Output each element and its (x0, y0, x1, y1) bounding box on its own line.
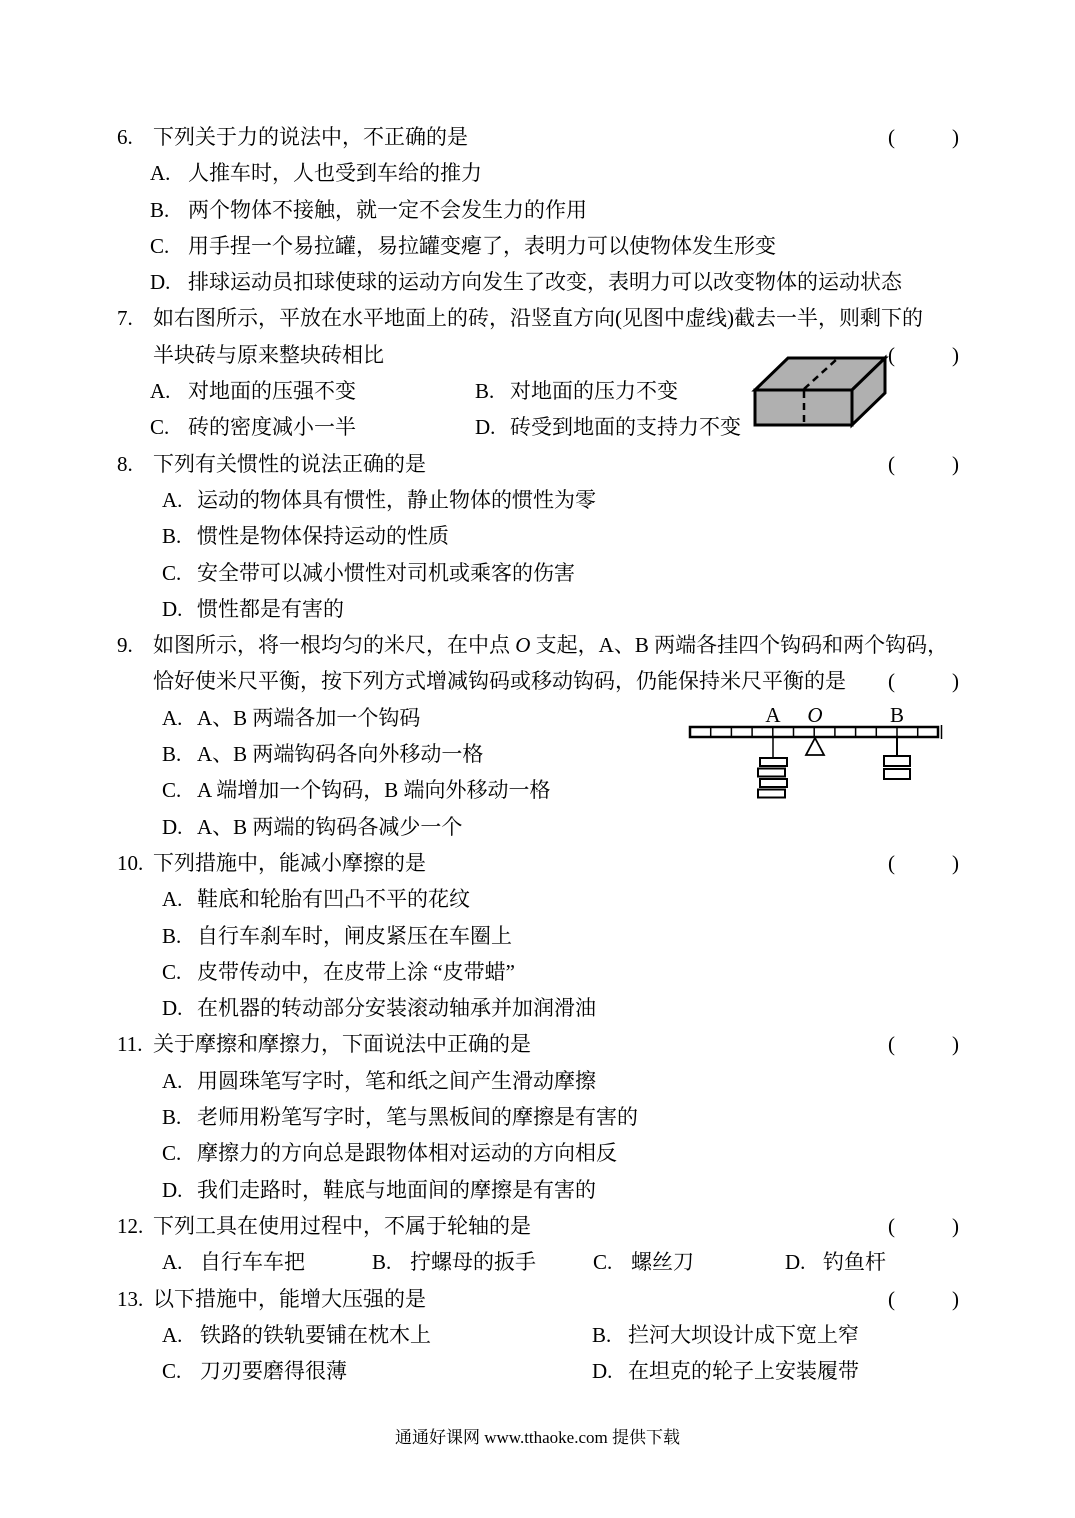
q8-option-a (117, 482, 960, 518)
q13-option-a-text: 铁路的铁轨要铺在枕木上 (200, 1322, 431, 1347)
q12-option-b-text: 拧螺母的扳手 (410, 1250, 536, 1275)
q13-option-a-label: A. (162, 1322, 183, 1347)
close-paren: ) (952, 1032, 959, 1057)
q6-header (117, 119, 960, 155)
q12-option-b (372, 1244, 593, 1280)
q6-option-b-text: 两个物体不接触，就一定不会发生力的作用 (188, 197, 587, 222)
q7-text-line1: 如右图所示，平放在水平地面上的砖，沿竖直方向(见图中虚线)截去一半，则剩下的 (153, 306, 923, 331)
close-paren: ) (952, 850, 959, 875)
q8-option-c (117, 555, 960, 591)
q11-option-d-text: 我们走路时，鞋底与地面间的摩擦是有害的 (197, 1177, 596, 1202)
open-paren: ( (888, 1213, 895, 1238)
close-paren: ) (952, 1213, 959, 1238)
q6-option-c-text: 用手捏一个易拉罐，易拉罐变瘪了，表明力可以使物体发生形变 (188, 233, 776, 258)
q10-option-b-label: B. (162, 923, 182, 948)
q8-option-a-text: 运动的物体具有惯性，静止物体的惯性为零 (197, 487, 596, 512)
q11-answer-brackets (888, 1026, 959, 1062)
q13-header (117, 1281, 960, 1317)
q12-header (117, 1208, 960, 1244)
q10-option-d (117, 990, 960, 1026)
q8-option-d-text: 惯性都是有害的 (197, 596, 344, 621)
q8-option-d-label: D. (162, 596, 183, 621)
q6-number: 6. (117, 125, 133, 149)
q6-option-a-label: A. (150, 161, 171, 186)
q10-option-d-text: 在机器的转动部分安装滚动轴承并加润滑油 (197, 996, 596, 1021)
brick-figure (750, 352, 890, 436)
open-paren: ( (888, 342, 895, 367)
q7-text-line2: 半块砖与原来整块砖相比 (153, 342, 384, 367)
q8-option-d (117, 591, 960, 627)
q7-option-a (117, 373, 475, 409)
open-paren: ( (888, 1286, 895, 1311)
q10-text: 下列措施中，能减小摩擦的是 (153, 850, 426, 875)
q12-option-a (117, 1244, 372, 1280)
q12-option-d-label: D. (785, 1250, 806, 1275)
q13-options-cd (117, 1353, 960, 1389)
q11-option-c-label: C. (162, 1141, 182, 1166)
q10-option-a (117, 881, 960, 917)
q9-line2 (117, 663, 960, 699)
q8-text: 下列有关惯性的说法正确的是 (153, 451, 426, 476)
page-footer: 通通好课网 www.tthaoke.com 提供下载 (394, 1428, 681, 1447)
q13-option-c (117, 1353, 592, 1389)
close-paren: ) (952, 1286, 959, 1311)
q10-option-c (117, 954, 960, 990)
q7-answer-brackets (888, 337, 959, 373)
q10-number: 10. (117, 850, 144, 875)
q9-option-b-label: B. (162, 742, 182, 767)
fulcrum-triangle (806, 738, 824, 755)
q11-option-d (117, 1172, 960, 1208)
q11-option-b-label: B. (162, 1105, 182, 1130)
q9-option-d-text: A、B 两端的钩码各减少一个 (197, 814, 463, 839)
q6-option-a-text: 人推车时，人也受到车给的推力 (188, 161, 482, 186)
q11-option-a-label: A. (162, 1068, 183, 1093)
q9-text-line1 (153, 633, 948, 657)
close-paren: ) (952, 342, 959, 367)
q10-option-a-label: A. (162, 887, 183, 912)
q12-option-a-label: A. (162, 1250, 183, 1275)
q10-option-b (117, 918, 960, 954)
q12-option-d-text: 钓鱼杆 (823, 1250, 886, 1275)
q9-line1-part1: 如图所示，将一根均匀的米尺，在中点 (153, 633, 516, 658)
close-paren: ) (952, 669, 959, 694)
q7-option-c-label: C. (150, 415, 170, 440)
q13-option-c-label: C. (162, 1359, 182, 1384)
q11-option-d-label: D. (162, 1177, 183, 1202)
q13-options-ab (117, 1317, 960, 1353)
q6-answer-brackets (888, 119, 959, 155)
lever-label-b: B (889, 703, 905, 727)
q10-header (117, 845, 960, 881)
q11-option-c-text: 摩擦力的方向总是跟物体相对运动的方向相反 (197, 1141, 617, 1166)
q7-header (117, 300, 960, 336)
q9-option-c-label: C. (162, 778, 182, 803)
q8-option-b (117, 518, 960, 554)
q9-option-a-text: A、B 两端各加一个钩码 (197, 705, 421, 730)
q9-point-o: O (515, 633, 531, 658)
open-paren: ( (888, 669, 895, 694)
q9-text-line2: 恰好使米尺平衡，按下列方式增减钩码或移动钩码，仍能保持米尺平衡的是 (153, 669, 846, 694)
q12-text: 下列工具在使用过程中，不属于轮轴的是 (153, 1213, 531, 1238)
q11-text: 关于摩擦和摩擦力，下面说法中正确的是 (153, 1032, 531, 1057)
close-paren: ) (952, 125, 959, 149)
q13-option-d-text: 在坦克的轮子上安装履带 (628, 1359, 859, 1384)
q8-number: 8. (117, 451, 133, 476)
q9-option-a-label: A. (162, 705, 183, 730)
q10-option-c-text: 皮带传动中，在皮带上涂 “皮带蜡” (197, 959, 515, 984)
q12-option-c-label: C. (593, 1250, 613, 1275)
q8-header (117, 446, 960, 482)
q8-answer-brackets (888, 446, 959, 482)
q13-option-b-text: 拦河大坝设计成下宽上窄 (628, 1322, 859, 1347)
q6-option-c (117, 228, 960, 264)
q9-option-d-label: D. (162, 814, 183, 839)
q10-answer-brackets (888, 845, 959, 881)
q12-option-d (785, 1244, 886, 1280)
q7-option-a-label: A. (150, 379, 171, 404)
q7-option-c-text: 砖的密度减小一半 (188, 415, 356, 440)
q7-option-d-label: D. (475, 415, 496, 440)
q12-options (117, 1244, 960, 1280)
q13-number: 13. (117, 1286, 144, 1311)
open-paren: ( (888, 1032, 895, 1057)
q11-option-c (117, 1135, 960, 1171)
weights-a (758, 758, 787, 798)
q13-option-a (117, 1317, 592, 1353)
q13-answer-brackets (888, 1281, 959, 1317)
q6-option-c-label: C. (150, 233, 170, 258)
q9-header (117, 627, 960, 663)
q6-option-d (117, 264, 960, 300)
q13-option-c-text: 刀刃要磨得很薄 (200, 1359, 347, 1384)
q13-option-b-label: B. (592, 1322, 612, 1347)
q13-option-d-label: D. (592, 1359, 613, 1384)
q9-option-b-text: A、B 两端钩码各向外移动一格 (197, 742, 484, 767)
q8-option-c-label: C. (162, 560, 182, 585)
q8-option-b-label: B. (162, 524, 182, 549)
q10-option-d-label: D. (162, 996, 183, 1021)
q12-option-b-label: B. (372, 1250, 392, 1275)
q7-option-c (117, 409, 475, 445)
q6-text: 下列关于力的说法中，不正确的是 (153, 125, 468, 149)
close-paren: ) (952, 451, 959, 476)
q8-option-c-text: 安全带可以减小惯性对司机或乘客的伤害 (197, 560, 575, 585)
q12-option-c (593, 1244, 785, 1280)
q9-option-c-text: A 端增加一个钩码，B 端向外移动一格 (197, 778, 551, 803)
open-paren: ( (888, 850, 895, 875)
q7-option-a-text: 对地面的压强不变 (188, 379, 356, 404)
q13-text: 以下措施中，能增大压强的是 (153, 1286, 426, 1311)
q11-option-b-text: 老师用粉笔写字时，笔与黑板间的摩擦是有害的 (197, 1105, 638, 1130)
q12-option-c-text: 螺丝刀 (631, 1250, 694, 1275)
q6-option-d-text: 排球运动员扣球使球的运动方向发生了改变，表明力可以改变物体的运动状态 (188, 270, 902, 295)
q6-option-b (117, 192, 960, 228)
weights-b (884, 756, 910, 779)
q11-number: 11. (117, 1032, 143, 1057)
q11-option-a-text: 用圆珠笔写字时，笔和纸之间产生滑动摩擦 (197, 1068, 596, 1093)
q9-option-d (117, 809, 960, 845)
q9-line1-part2: 支起，A、B 两端各挂四个钩码和两个钩码， (530, 633, 949, 658)
q6-option-d-label: D. (150, 270, 171, 295)
q10-option-a-text: 鞋底和轮胎有凹凸不平的花纹 (197, 887, 470, 912)
q7-option-b-text: 对地面的压力不变 (510, 379, 678, 404)
q11-option-a (117, 1063, 960, 1099)
q12-option-a-text: 自行车车把 (200, 1250, 305, 1275)
q7-option-b-label: B. (475, 379, 495, 404)
open-paren: ( (888, 451, 895, 476)
q9-number: 9. (117, 633, 133, 658)
q6-option-b-label: B. (150, 197, 170, 222)
q6-option-a (117, 155, 960, 191)
q10-option-b-text: 自行车刹车时，闸皮紧压在车圈上 (197, 923, 512, 948)
q10-option-c-label: C. (162, 959, 182, 984)
lever-figure (683, 698, 945, 814)
open-paren: ( (888, 125, 895, 149)
lever-label-a: A (765, 703, 781, 727)
q11-option-b (117, 1099, 960, 1135)
q9-answer-brackets (888, 663, 959, 699)
q12-answer-brackets (888, 1208, 959, 1244)
q8-option-a-label: A. (162, 487, 183, 512)
lever-label-o: O (807, 703, 823, 727)
q12-number: 12. (117, 1213, 144, 1238)
q8-option-b-text: 惯性是物体保持运动的性质 (197, 524, 449, 549)
q7-option-d-text: 砖受到地面的支持力不变 (510, 415, 741, 440)
q11-header (117, 1026, 960, 1062)
q7-number: 7. (117, 306, 133, 331)
